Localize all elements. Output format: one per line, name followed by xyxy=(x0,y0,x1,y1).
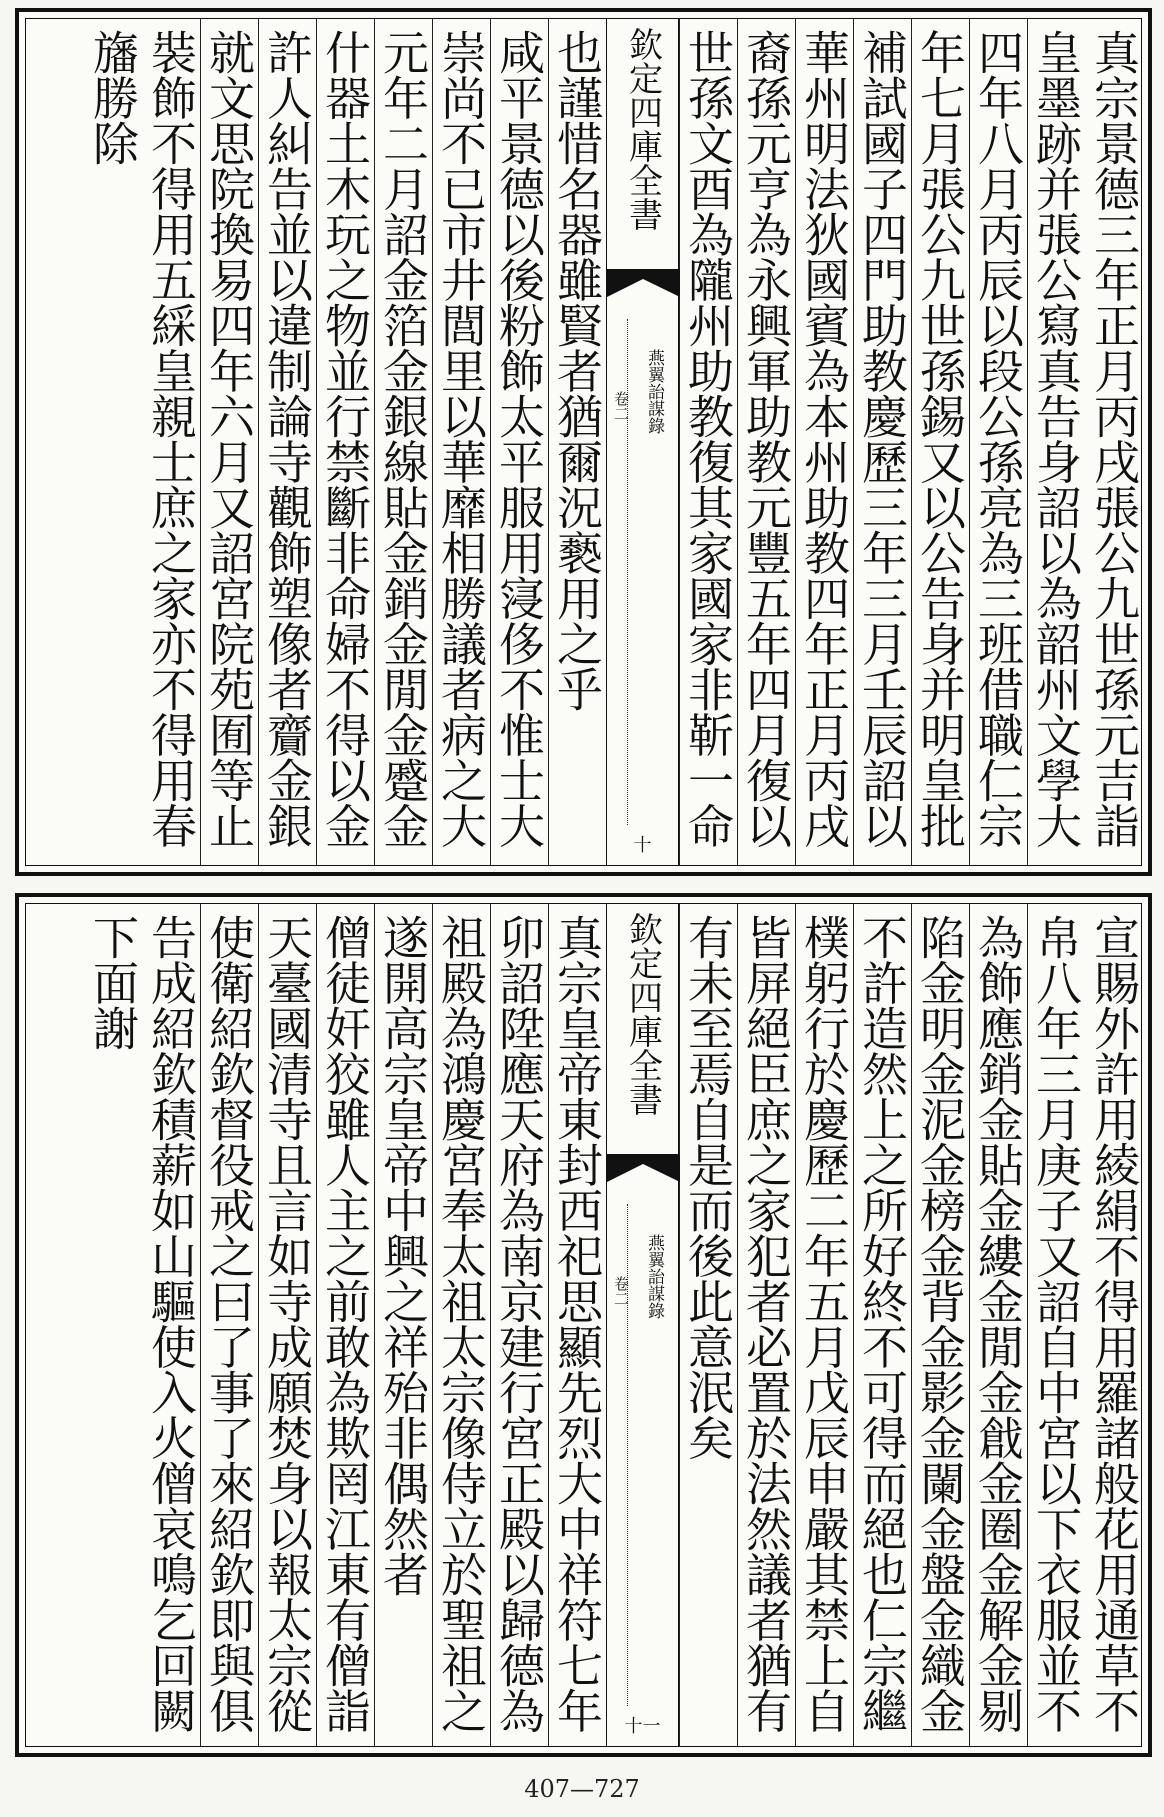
text-column: 真宗景德三年正月丙戌張公九世孫元吉詣 xyxy=(1087,29,1141,848)
page-number-footer: 407—727 xyxy=(524,1775,640,1803)
text-column: 皇墨跡并張公寫真告身詔以為韶州文學大 xyxy=(1027,19,1085,865)
text-column: 年七月張公九世孫錫又以公告身并明皇批 xyxy=(911,19,969,865)
text-column: 華州明法狄國賓為本州助教四年正月丙戌 xyxy=(795,19,853,865)
gutter-folio: 十一 xyxy=(624,1716,661,1737)
text-column: 許人糾告並以違制論寺觀飾塑像者齎金銀 xyxy=(258,19,316,865)
text-column: 真宗皇帝東封西祀思顯先烈大中祥符七年 xyxy=(548,904,606,1746)
bottom-page xyxy=(15,893,1152,1757)
text-column: 告成紹欽積薪如山驅使入火僧哀鳴乞回闕下面謝 xyxy=(86,914,198,1733)
text-column: 皆屏絕臣庶之家犯者必置於法然議者猶有 xyxy=(737,904,795,1746)
top-page xyxy=(15,8,1152,876)
text-column: 補試國子四門助教慶歷三年三月壬辰詔以 xyxy=(853,19,911,865)
text-column: 也謹惜名器雖賢者猶爾況褻用之乎 xyxy=(548,19,606,865)
text-column: 帛八年三月庚子又詔自中宮以下衣服並不 xyxy=(1027,904,1085,1746)
gutter-volume: 卷二 xyxy=(612,391,630,421)
text-column: 僧徒奸狡雖人主之前敢為欺罔江東有僧詣 xyxy=(316,904,374,1746)
text-column: 卯詔陞應天府為南京建行宮正殿以歸德為 xyxy=(490,904,548,1746)
text-column: 不許造然上之所好終不可得而絕也仁宗繼 xyxy=(853,904,911,1746)
fishtail-mark-icon xyxy=(607,1154,680,1186)
gutter-folio: 十 xyxy=(633,835,652,856)
bottom-page-frame xyxy=(25,903,1142,1747)
top-page-frame xyxy=(25,18,1142,866)
page-gutter xyxy=(606,904,679,1746)
gutter-book-title: 燕翼詒謀錄 xyxy=(644,349,664,434)
gutter-title: 欽定四庫全書 xyxy=(622,912,663,1116)
text-column: 宣賜外許用綾絹不得用羅諸般花用通草不 xyxy=(1087,914,1141,1733)
text-column: 陷金明金泥金榜金背金影金闌金盤金織金 xyxy=(911,904,969,1746)
text-column: 四年八月丙辰以段公孫亮為三班借職仁宗 xyxy=(969,19,1027,865)
text-column: 為飾應銷金貼金縷金閒金戧金圈金解金剔 xyxy=(969,904,1027,1746)
text-column: 裝飾不得用五綵皇親士庶之家亦不得用春旛勝除 xyxy=(86,29,198,848)
text-column: 咸平景德以後粉飾太平服用寖侈不惟士大 xyxy=(490,19,548,865)
text-column: 裔孫元亨為永興軍助教元豐五年四月復以 xyxy=(737,19,795,865)
text-column: 有未至焉自是而後此意泯矣 xyxy=(679,904,737,1746)
text-column: 天臺國清寺且言如寺成願焚身以報太宗從 xyxy=(258,904,316,1746)
fishtail-mark-icon xyxy=(607,269,680,301)
gutter-title: 欽定四庫全書 xyxy=(622,27,663,231)
gutter-book-title: 燕翼詒謀錄 xyxy=(644,1234,664,1319)
text-column: 就文思院換易四年六月又詔宮院苑囿等止 xyxy=(200,19,258,865)
page-gutter xyxy=(606,19,679,865)
text-column: 什器土木玩之物並行禁斷非命婦不得以金 xyxy=(316,19,374,865)
text-column: 祖殿為鴻慶宮奉太祖太宗像侍立於聖祖之 xyxy=(432,904,490,1746)
text-column: 崇尚不已市井閭里以華靡相勝議者病之大 xyxy=(432,19,490,865)
gutter-volume: 卷二 xyxy=(612,1276,630,1306)
text-column: 樸躬行於慶歷二年五月戊辰申嚴其禁上自 xyxy=(795,904,853,1746)
text-column: 世孫文酉為隴州助教復其家國家非靳一命 xyxy=(679,19,737,865)
text-column: 遂開高宗皇帝中興之祥殆非偶然者 xyxy=(374,904,432,1746)
text-column: 元年二月詔金箔金銀線貼金銷金閒金蹙金 xyxy=(374,19,432,865)
text-column: 使衛紹欽督役戒之曰了事了來紹欽即與俱 xyxy=(200,904,258,1746)
